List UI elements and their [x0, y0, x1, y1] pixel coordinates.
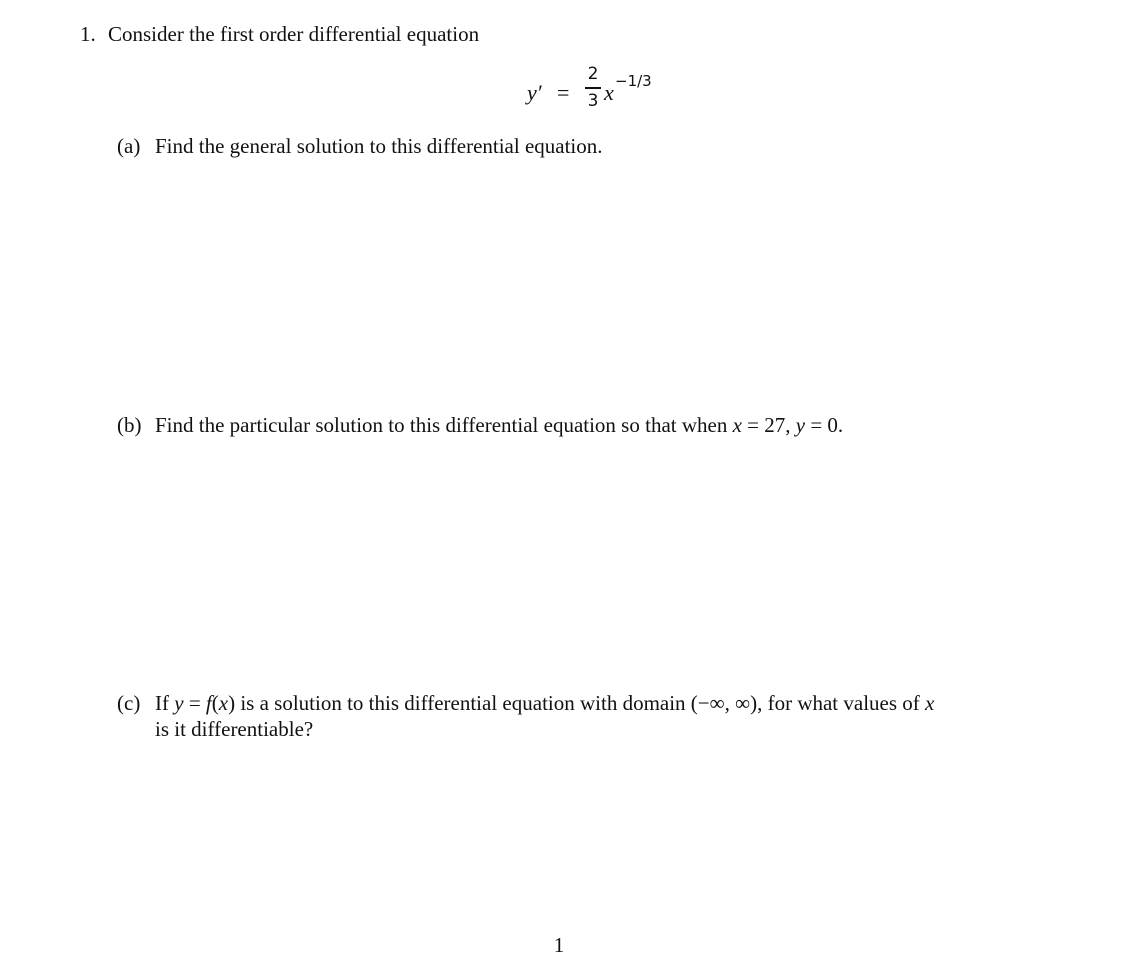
part-c-x-var: x [218, 691, 229, 715]
equation-equals: = [557, 80, 570, 105]
equation-exponent: −1/3 [615, 72, 652, 90]
part-a-text: Find the general solution to this differential equation. [155, 134, 603, 158]
part-b-y-var: y [795, 413, 806, 437]
part-c-y-var: y [174, 691, 184, 715]
fraction-bar [585, 87, 601, 89]
equation-lhs: y′ [527, 80, 542, 105]
problem-text: Consider the first order differential equation [108, 22, 480, 46]
equation-base: x [604, 80, 614, 105]
part-c-mid-text: is a solution to this differential equation with domain (−∞, ∞), for what values of [235, 691, 926, 715]
part-c-line-2: is it differentiable? [155, 717, 314, 741]
part-c [117, 690, 934, 742]
part-c-if: If [155, 691, 175, 715]
problem-number: 1. [80, 22, 96, 46]
equation-fraction [584, 64, 602, 116]
part-c-paren-close: ) [228, 691, 236, 715]
part-b-label: (b) [117, 413, 142, 437]
part-c-x-var-2: x [925, 691, 935, 715]
fraction-denominator: 3 [587, 91, 599, 111]
part-b-text: Find the particular solution to this differential equation so that when [155, 413, 733, 437]
fraction-numerator: 2 [587, 64, 599, 84]
part-c-f-func: f [205, 691, 212, 715]
part-b [117, 412, 843, 438]
part-a [117, 133, 603, 159]
part-c-label: (c) [117, 691, 141, 715]
part-b-y-value: = 0. [805, 413, 844, 437]
problem-statement [80, 22, 479, 46]
page-number: 1 [553, 933, 565, 957]
part-c-eq: = [183, 691, 206, 715]
part-b-x-var: x [732, 413, 742, 437]
part-c-paren-open: ( [211, 691, 219, 715]
part-a-label: (a) [117, 134, 141, 158]
part-b-x-value: = 27, [741, 413, 796, 437]
